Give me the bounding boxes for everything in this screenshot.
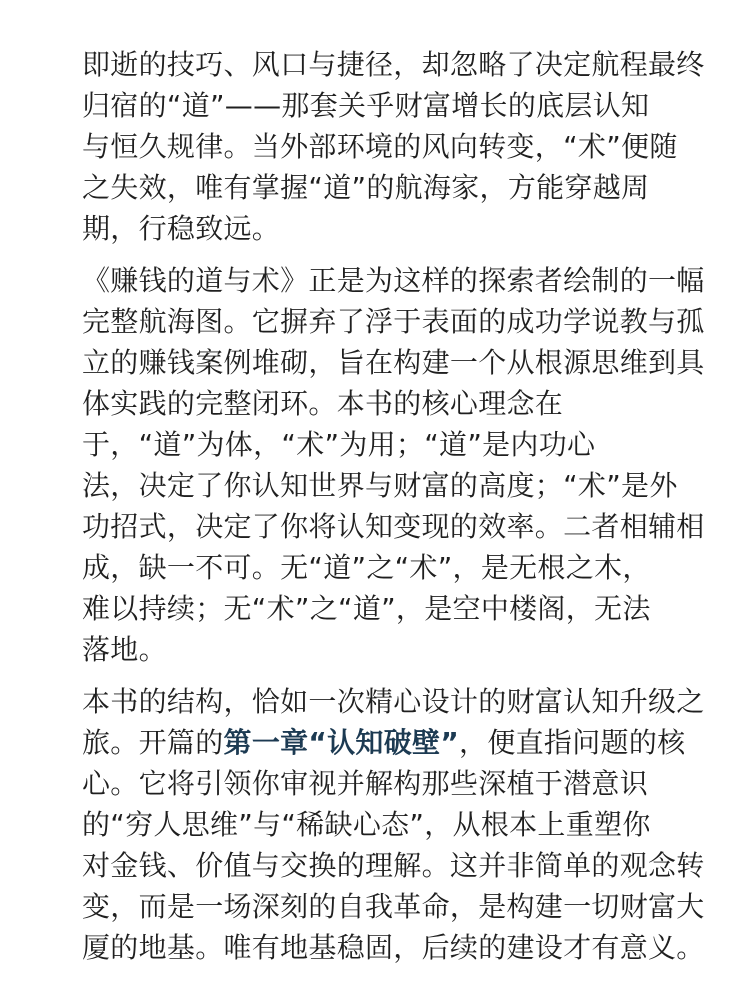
text-line-with-highlight (82, 722, 686, 763)
text-line: 之失效，唯有掌握“道”的航海家，方能穿越周 (82, 171, 650, 204)
text-line: 完整航海图。它摒弃了浮于表面的成功学说教与孤 (82, 305, 705, 338)
text-line: 法，决定了你认知世界与财富的高度；“术”是外 (82, 469, 678, 502)
text-line: 功招式，决定了你将认知变现的效率。二者相辅相 (82, 510, 705, 543)
text-line: 心。它将引领你审视并解构那些深植于潜意识 (82, 767, 649, 800)
text-line: 期，行稳致远。 (82, 212, 281, 245)
text-line: 对金钱、价值与交换的理解。这并非简单的观念转 (82, 849, 705, 882)
text-line: 厦的地基。唯有地基稳固，后续的建设才有意义。 (82, 931, 705, 964)
text-line: 本书的结构，恰如一次精心设计的财富认知升级之 (82, 685, 705, 718)
paragraph-intro-continuation (82, 44, 705, 249)
text-line: 《赚钱的道与术》正是为这样的探索者绘制的一幅 (82, 264, 705, 297)
paragraph-book-structure (82, 681, 705, 968)
text-line: 变，而是一场深刻的自我革命，是构建一切财富大 (82, 890, 705, 923)
text-line: 的“穷人思维”与“稀缺心态”，从根本上重塑你 (82, 808, 651, 841)
text-line: 归宿的“道”——那套关乎财富增长的底层认知 (82, 89, 650, 122)
text-line: 落地。 (82, 633, 167, 666)
text-segment: 旅。开篇的 (82, 726, 224, 759)
text-line: 体实践的完整闭环。本书的核心理念在 (82, 387, 564, 420)
chapter-highlight: 第一章“认知破壁” (223, 726, 460, 759)
text-segment: ，便直指问题的核 (459, 726, 686, 759)
text-line: 与恒久规律。当外部环境的风向转变，“术”便随 (82, 130, 678, 163)
paragraph-book-concept (82, 260, 705, 670)
text-line: 立的赚钱案例堆砌，旨在构建一个从根源思维到具 (82, 346, 705, 379)
text-line: 成，缺一不可。无“道”之“术”，是无根之木， (82, 551, 651, 584)
text-line: 难以持续；无“术”之“道”，是空中楼阁，无法 (82, 592, 651, 625)
text-line: 于，“道”为体，“术”为用；“道”是内功心 (82, 428, 596, 461)
article-body (82, 44, 705, 968)
text-line: 即逝的技巧、风口与捷径，却忽略了决定航程最终 (82, 48, 705, 81)
